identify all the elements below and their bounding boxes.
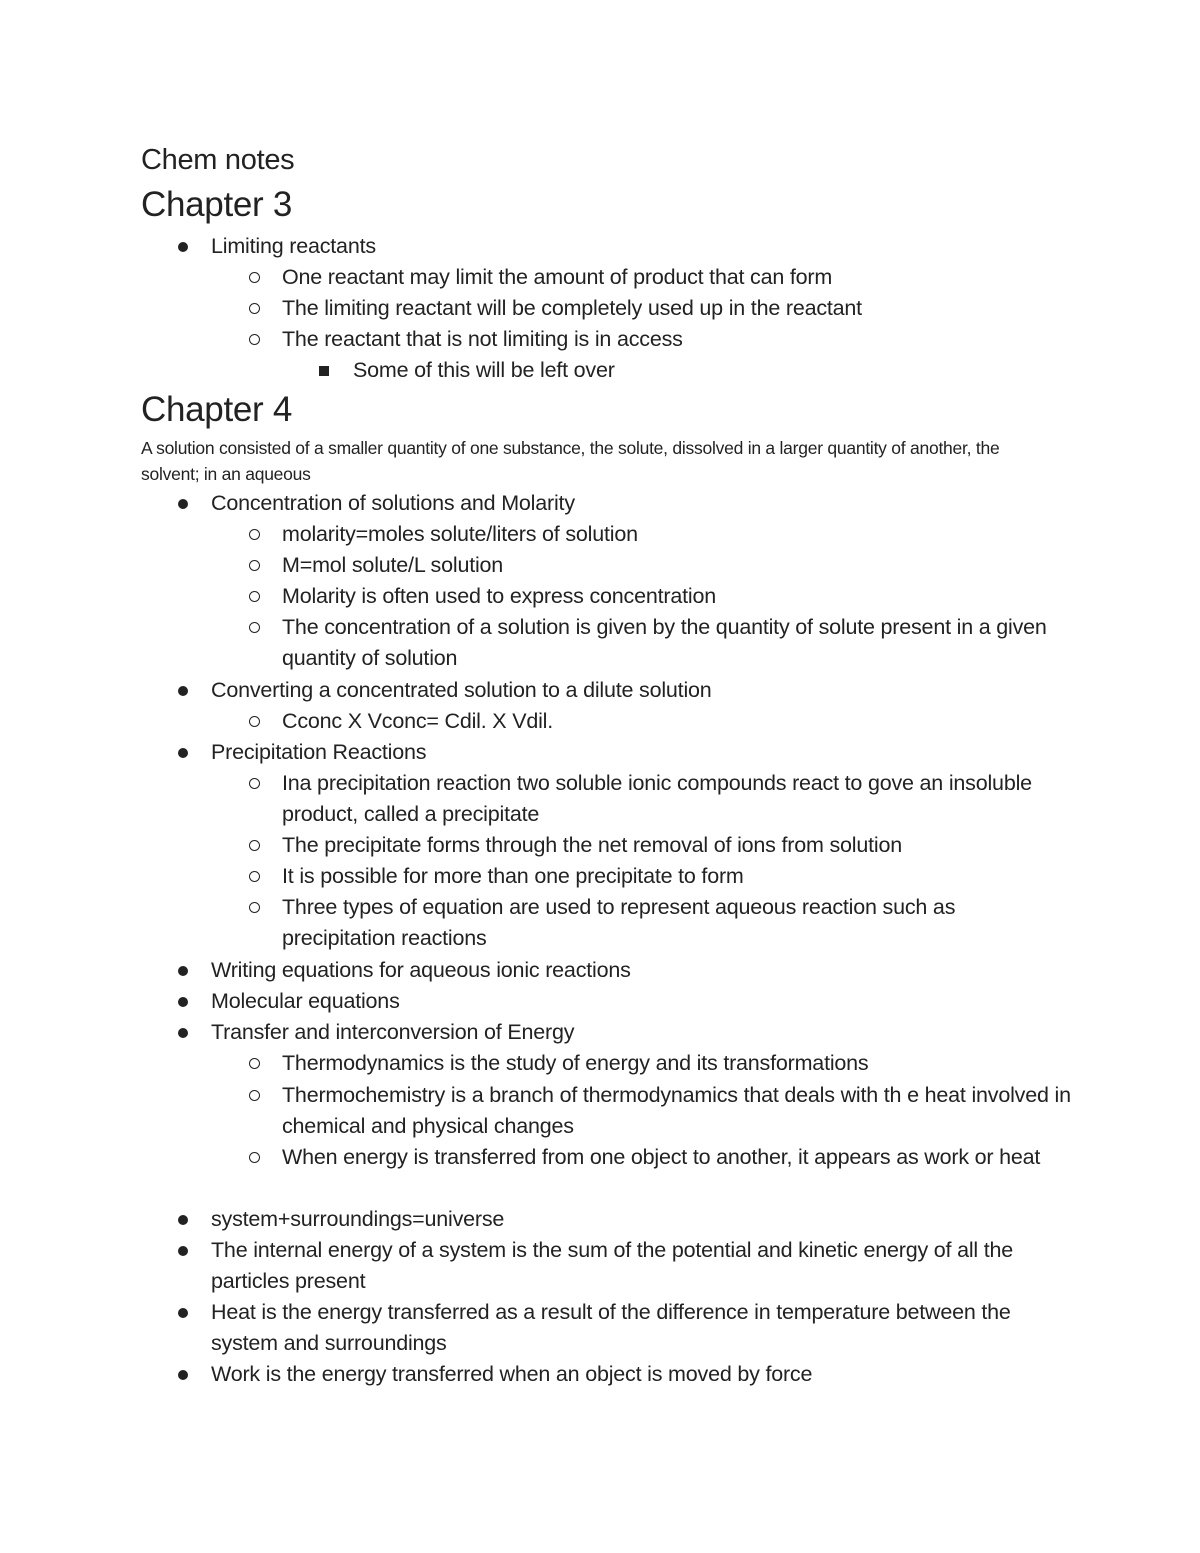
list-item: system+surroundings=universe: [211, 1207, 505, 1231]
list-item: Molecular equations: [211, 989, 400, 1013]
chapter-4-heading: Chapter 4: [141, 390, 293, 429]
disc-bullet-icon: [178, 686, 188, 696]
list-item: The concentration of a solution is given by the quantity of solute present in a given quantity of solution: [282, 615, 1047, 670]
disc-bullet-icon: [178, 966, 188, 976]
circle-bullet-icon: [249, 303, 260, 314]
list-item: Converting a concentrated solution to a dilute solution: [211, 678, 712, 702]
circle-bullet-icon: [249, 1058, 260, 1069]
circle-bullet-icon: [249, 622, 260, 633]
list-item: M=mol solute/L solution: [282, 553, 504, 577]
disc-bullet-icon: [178, 1246, 188, 1256]
disc-bullet-icon: [178, 748, 188, 758]
document-title: Chem notes: [141, 144, 295, 176]
list-item: Transfer and interconversion of Energy: [211, 1020, 575, 1044]
square-bullet-icon: [319, 366, 329, 376]
disc-bullet-icon: [178, 1215, 188, 1225]
list-item: The precipitate forms through the net removal of ions from solution: [282, 833, 902, 857]
disc-bullet-icon: [178, 1308, 188, 1318]
list-item: Work is the energy transferred when an object is moved by force: [211, 1362, 813, 1386]
list-item: The internal energy of a system is the sum of the potential and kinetic energy of all the particles present: [211, 1238, 1014, 1293]
circle-bullet-icon: [249, 334, 260, 345]
list-item: Cconc X Vconc= Cdil. X Vdil.: [282, 709, 554, 733]
disc-bullet-icon: [178, 997, 188, 1007]
circle-bullet-icon: [249, 529, 260, 540]
disc-bullet-icon: [178, 242, 188, 252]
list-item: One reactant may limit the amount of product that can form: [282, 265, 833, 289]
circle-bullet-icon: [249, 902, 260, 913]
circle-bullet-icon: [249, 591, 260, 602]
disc-bullet-icon: [178, 1370, 188, 1380]
list-item: It is possible for more than one precipitate to form: [282, 864, 744, 888]
list-item: Some of this will be left over: [353, 358, 615, 382]
list-item: molarity=moles solute/liters of solution: [282, 522, 638, 546]
list-item: Precipitation Reactions: [211, 740, 427, 764]
circle-bullet-icon: [249, 560, 260, 571]
list-item: Limiting reactants: [211, 234, 376, 258]
list-item: Molarity is often used to express concentration: [282, 584, 716, 608]
list-item: Concentration of solutions and Molarity: [211, 491, 575, 515]
circle-bullet-icon: [249, 716, 260, 727]
list-item: Thermodynamics is the study of energy and its transformations: [282, 1051, 869, 1075]
list-item: Heat is the energy transferred as a result of the difference in temperature between the system and surroundings: [211, 1300, 1011, 1355]
list-item: The reactant that is not limiting is in access: [282, 327, 683, 351]
chapter-3-heading: Chapter 3: [141, 185, 293, 224]
circle-bullet-icon: [249, 272, 260, 283]
list-item: When energy is transferred from one object to another, it appears as work or heat: [282, 1145, 1041, 1169]
list-item: Thermochemistry is a branch of thermodynamics that deals with th e heat involved in chemical and physical changes: [282, 1083, 1071, 1138]
circle-bullet-icon: [249, 1152, 260, 1163]
list-item: The limiting reactant will be completely used up in the reactant: [282, 296, 862, 320]
list-item: Three types of equation are used to represent aqueous reaction such as precipitation reactions: [282, 895, 956, 950]
list-item: Writing equations for aqueous ionic reactions: [211, 958, 631, 982]
circle-bullet-icon: [249, 840, 260, 851]
disc-bullet-icon: [178, 499, 188, 509]
circle-bullet-icon: [249, 1090, 260, 1101]
list-item: Ina precipitation reaction two soluble ionic compounds react to gove an insoluble product, called a precipitate: [282, 771, 1032, 826]
circle-bullet-icon: [249, 778, 260, 789]
chapter-4-intro: A solution consisted of a smaller quantity of one substance, the solute, dissolved in a larger quantity of another, the solvent; in an aqueous: [141, 438, 1000, 484]
circle-bullet-icon: [249, 871, 260, 882]
disc-bullet-icon: [178, 1028, 188, 1038]
